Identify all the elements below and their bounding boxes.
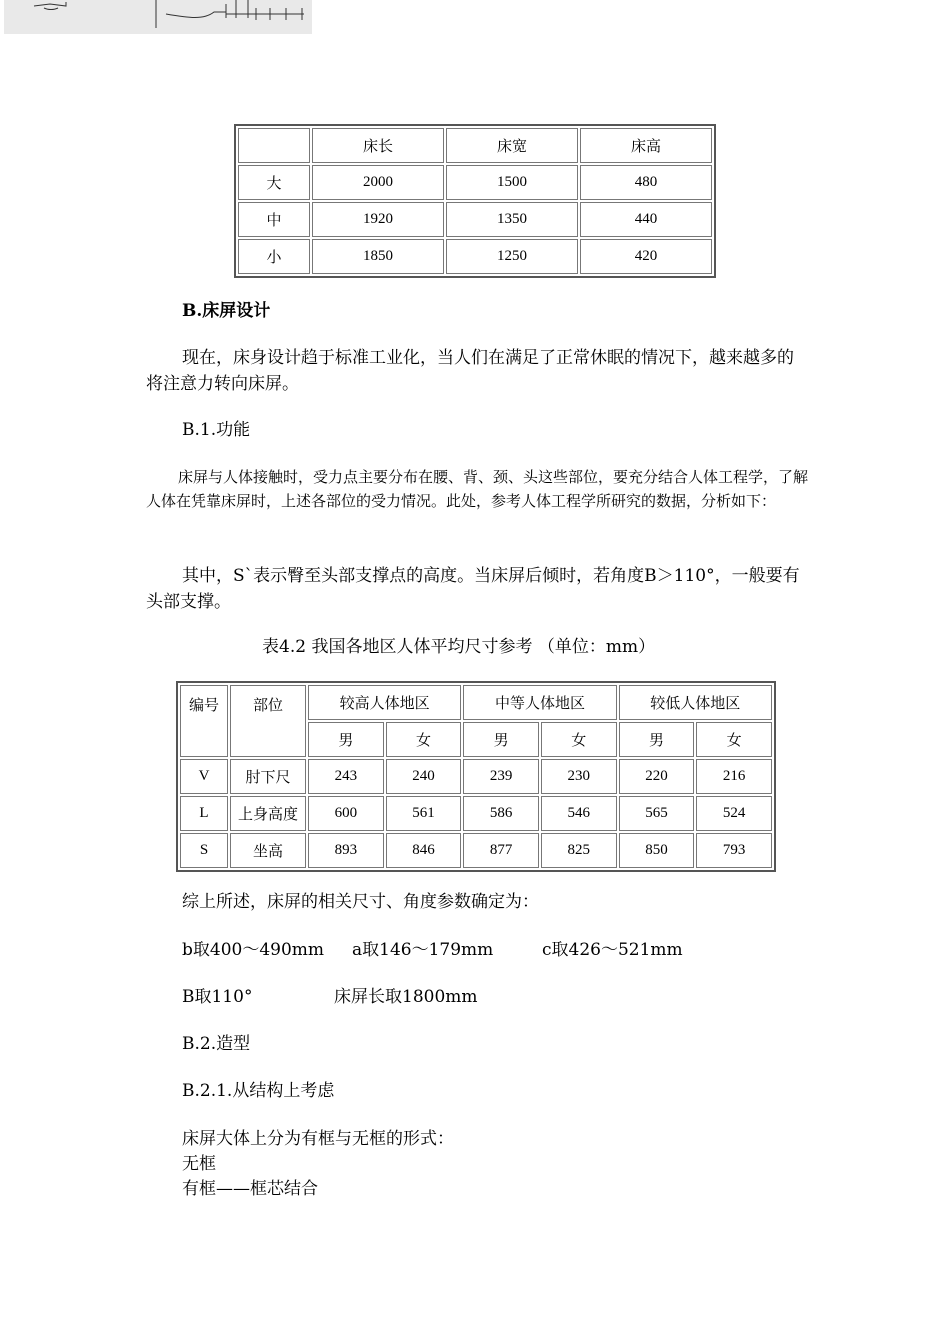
intro-paragraph: 现在，床身设计趋于标准工业化，当人们在满足了正常休眠的情况下，越来越多的将注意力转向床屏。 [146, 348, 794, 394]
table-cell: 220 [619, 759, 695, 794]
table-header-cell: 编号 [180, 685, 228, 757]
param-length: 床屏长取1800mm [334, 987, 478, 1007]
table-cell: 893 [308, 833, 384, 868]
summary-line: 综上所述，床屏的相关尺寸、角度参数确定为： [182, 892, 539, 912]
table-cell: 825 [541, 833, 617, 868]
table-header-cell: 床高 [580, 128, 712, 163]
table-cell: 216 [696, 759, 772, 794]
table-header-cell: 床长 [312, 128, 444, 163]
table-row [180, 796, 772, 831]
table-cell: 546 [541, 796, 617, 831]
table-cell: 239 [463, 759, 539, 794]
table2-caption: 表4.2 我国各地区人体平均尺寸参考 （单位：mm） [262, 637, 656, 657]
table-header-row [238, 128, 712, 163]
table-cell: 1850 [312, 239, 444, 274]
table-cell: L [180, 796, 228, 831]
form-none: 无框 [182, 1154, 216, 1174]
table-cell: 480 [580, 165, 712, 200]
table-cell: 肘下尺 [230, 759, 306, 794]
table-header-cell: 男 [308, 722, 384, 757]
table-cell: V [180, 759, 228, 794]
table-row [180, 759, 772, 794]
table-cell: 1500 [446, 165, 578, 200]
table-header-cell [238, 128, 310, 163]
table-cell: 524 [696, 796, 772, 831]
table-cell: 大 [238, 165, 310, 200]
table-group-header: 中等人体地区 [463, 685, 616, 720]
body-dimension-table [176, 681, 776, 872]
table-cell: 1350 [446, 202, 578, 237]
table-header-cell: 部位 [230, 685, 306, 757]
table-cell: 240 [386, 759, 462, 794]
table-header-cell: 女 [696, 722, 772, 757]
table-cell: 1250 [446, 239, 578, 274]
table-group-header: 较低人体地区 [619, 685, 772, 720]
table-row [238, 165, 712, 200]
b21-title: B.2.1.从结构上考虑 [182, 1081, 335, 1101]
table-header-cell: 男 [463, 722, 539, 757]
table-cell: 846 [386, 833, 462, 868]
table-row [238, 239, 712, 274]
table-cell: 420 [580, 239, 712, 274]
table-cell: 561 [386, 796, 462, 831]
bed-size-table [234, 124, 716, 278]
table-cell: 中 [238, 202, 310, 237]
table-cell: 440 [580, 202, 712, 237]
table-header-cell: 女 [541, 722, 617, 757]
table-header-row [180, 685, 772, 720]
table-group-header: 较高人体地区 [308, 685, 461, 720]
param-angle-b: B取110° [182, 987, 253, 1007]
sketch-image-fragment [4, 0, 312, 34]
table-header-cell: 床宽 [446, 128, 578, 163]
table-cell: 850 [619, 833, 695, 868]
table-cell: 793 [696, 833, 772, 868]
table-cell: S [180, 833, 228, 868]
table-row [180, 833, 772, 868]
form-frame: 有框——框芯结合 [182, 1179, 318, 1199]
param-a: a取146～179mm [352, 940, 494, 960]
table-cell: 586 [463, 796, 539, 831]
b2-title: B.2.造型 [182, 1034, 251, 1054]
section-b-title: B.床屏设计 [182, 301, 271, 321]
param-b: b取400～490mm [182, 940, 325, 960]
s-paragraph: 其中，S`表示臀至头部支撑点的高度。当床屏后倾时，若角度B＞110°，一般要有头部支撑。 [146, 566, 800, 612]
table-cell: 600 [308, 796, 384, 831]
table-cell: 小 [238, 239, 310, 274]
table-cell: 565 [619, 796, 695, 831]
b1-paragraph: 床屏与人体接触时，受力点主要分布在腰、背、颈、头这些部位，要充分结合人体工程学，了解人体在凭靠床屏时，上述各部位的受力情况。此处，参考人体工程学所研究的数据，分析如下： [146, 468, 809, 510]
table-row [238, 202, 712, 237]
param-c: c取426～521mm [542, 940, 683, 960]
table-cell: 1920 [312, 202, 444, 237]
table-cell: 上身高度 [230, 796, 306, 831]
table-header-cell: 男 [619, 722, 695, 757]
b1-title: B.1.功能 [182, 420, 251, 440]
table-cell: 877 [463, 833, 539, 868]
table-cell: 坐高 [230, 833, 306, 868]
form-intro: 床屏大体上分为有框与无框的形式： [182, 1129, 454, 1149]
table-cell: 2000 [312, 165, 444, 200]
table-cell: 243 [308, 759, 384, 794]
table-header-cell: 女 [386, 722, 462, 757]
table-cell: 230 [541, 759, 617, 794]
